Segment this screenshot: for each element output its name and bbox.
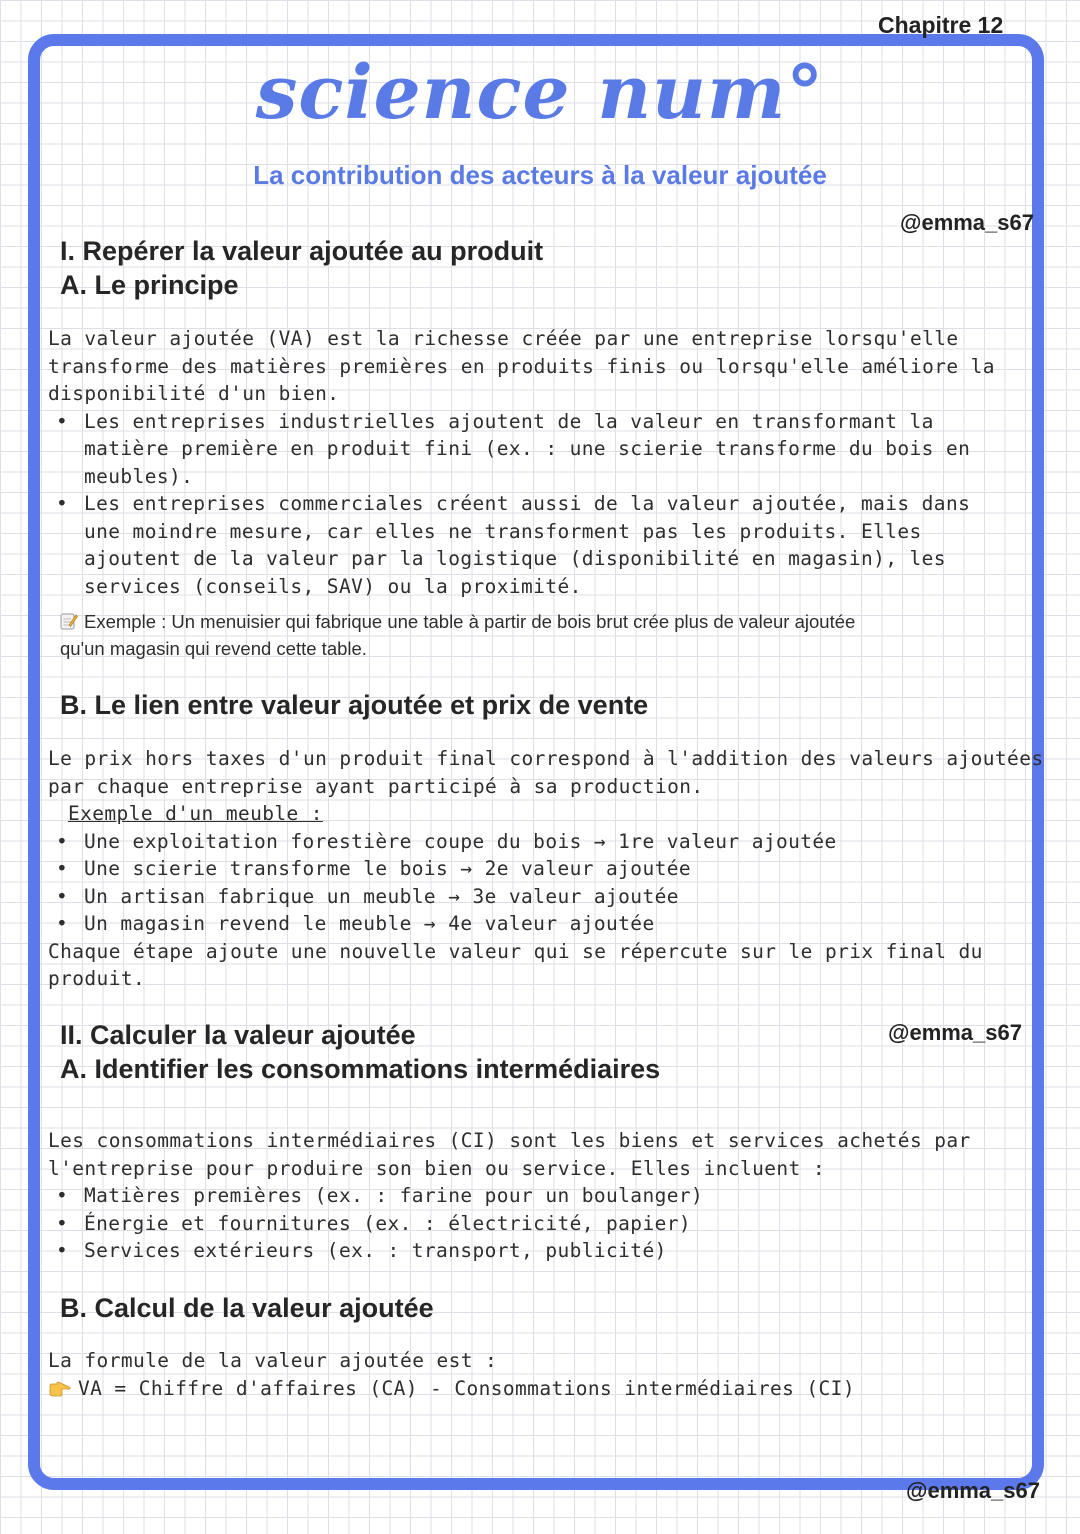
section-1b-title: B. Le lien entre valeur ajoutée et prix de vente [60, 690, 649, 720]
list-item: • Une scierie transforme le bois → 2e valeur ajoutée [48, 855, 1043, 883]
example-note [60, 608, 855, 662]
formula-text: VA = Chiffre d'affaires (CA) - Consommations intermédiaires (CI) [78, 1376, 855, 1400]
text-line: transforme des matières premières en produits finis ou lorsqu'elle améliore la [48, 354, 995, 378]
section-2-title: II. Calculer la valeur ajoutée [60, 1020, 416, 1050]
chapter-label: Chapitre 12 [878, 12, 1004, 38]
text-line: • Les entreprises commerciales créent aussi de la valeur ajoutée, mais dans [84, 492, 971, 515]
section-2b-title: B. Calcul de la valeur ajoutée [60, 1293, 434, 1323]
handle-watermark: @emma_s67 [906, 1478, 1040, 1503]
formula-intro: La formule de la valeur ajoutée est : [48, 1349, 498, 1372]
text-line: par chaque entreprise ayant participé à sa production. [48, 774, 704, 798]
section-1a-title: A. Le principe [60, 270, 239, 300]
example-line: qu'un magasin qui revend cette table. [60, 638, 367, 659]
list-item: • Un magasin revend le meuble → 4e valeur ajoutée [48, 910, 1043, 938]
list-item: • Services extérieurs (ex. : transport, publicité) [48, 1237, 971, 1265]
text-line: l'entreprise pour produire son bien ou service. Elles incluent : [48, 1156, 825, 1180]
pointing-hand-icon [48, 1381, 72, 1397]
list-item: • Énergie et fournitures (ex. : électricité, papier) [48, 1210, 971, 1238]
page-subtitle: La contribution des acteurs à la valeur ajoutée [253, 160, 827, 190]
section-2a-title: A. Identifier les consommations intermédiaires [60, 1054, 661, 1084]
section-1-title: I. Repérer la valeur ajoutée au produit [60, 236, 544, 266]
text-line: ajoutent de la valeur par la logistique (disponibilité en magasin), les [84, 547, 946, 570]
bullet-commercial [48, 490, 995, 600]
price-paragraph [48, 745, 1043, 993]
text-line: Le prix hors taxes d'un produit final correspond à l'addition des valeurs ajoutées [48, 747, 1044, 770]
text-line: Les consommations intermédiaires (CI) sont les biens et services achetés par [48, 1129, 971, 1152]
formula-block [48, 1347, 855, 1402]
text-line: meubles). [84, 464, 194, 488]
brand-title: science num° [255, 50, 825, 136]
list-item: • Matières premières (ex. : farine pour un boulanger) [48, 1182, 971, 1210]
list-item: • Un artisan fabrique un meuble → 3e valeur ajoutée [48, 883, 1043, 911]
text-line: Chaque étape ajoute une nouvelle valeur qui se répercute sur le prix final du [48, 939, 983, 963]
text-line: une moindre mesure, car elles ne transforment pas les produits. Elles [84, 519, 922, 543]
memo-icon [60, 612, 78, 630]
example-heading: Exemple d'un meuble : [68, 802, 323, 825]
handle-watermark: @emma_s67 [888, 1020, 1022, 1045]
handle-watermark: @emma_s67 [900, 210, 1034, 235]
intro-paragraph [48, 325, 995, 600]
bullet-industrial [48, 408, 995, 491]
text-line: La valeur ajoutée (VA) est la richesse créée par une entreprise lorsqu'elle [48, 327, 959, 350]
text-line: produit. [48, 967, 146, 990]
text-line: disponibilité d'un bien. [48, 382, 340, 405]
text-line: services (conseils, SAV) ou la proximité. [84, 574, 582, 598]
ci-paragraph [48, 1127, 971, 1265]
example-line: Exemple : Un menuisier qui fabrique une table à partir de bois brut crée plus de valeur ajoutée [84, 611, 856, 632]
text-line: matière première en produit fini (ex. : une scierie transforme du bois en [84, 437, 971, 460]
list-item: • Une exploitation forestière coupe du bois → 1re valeur ajoutée [48, 828, 1043, 856]
text-line: • Les entreprises industrielles ajoutent de la valeur en transformant la [84, 409, 934, 433]
